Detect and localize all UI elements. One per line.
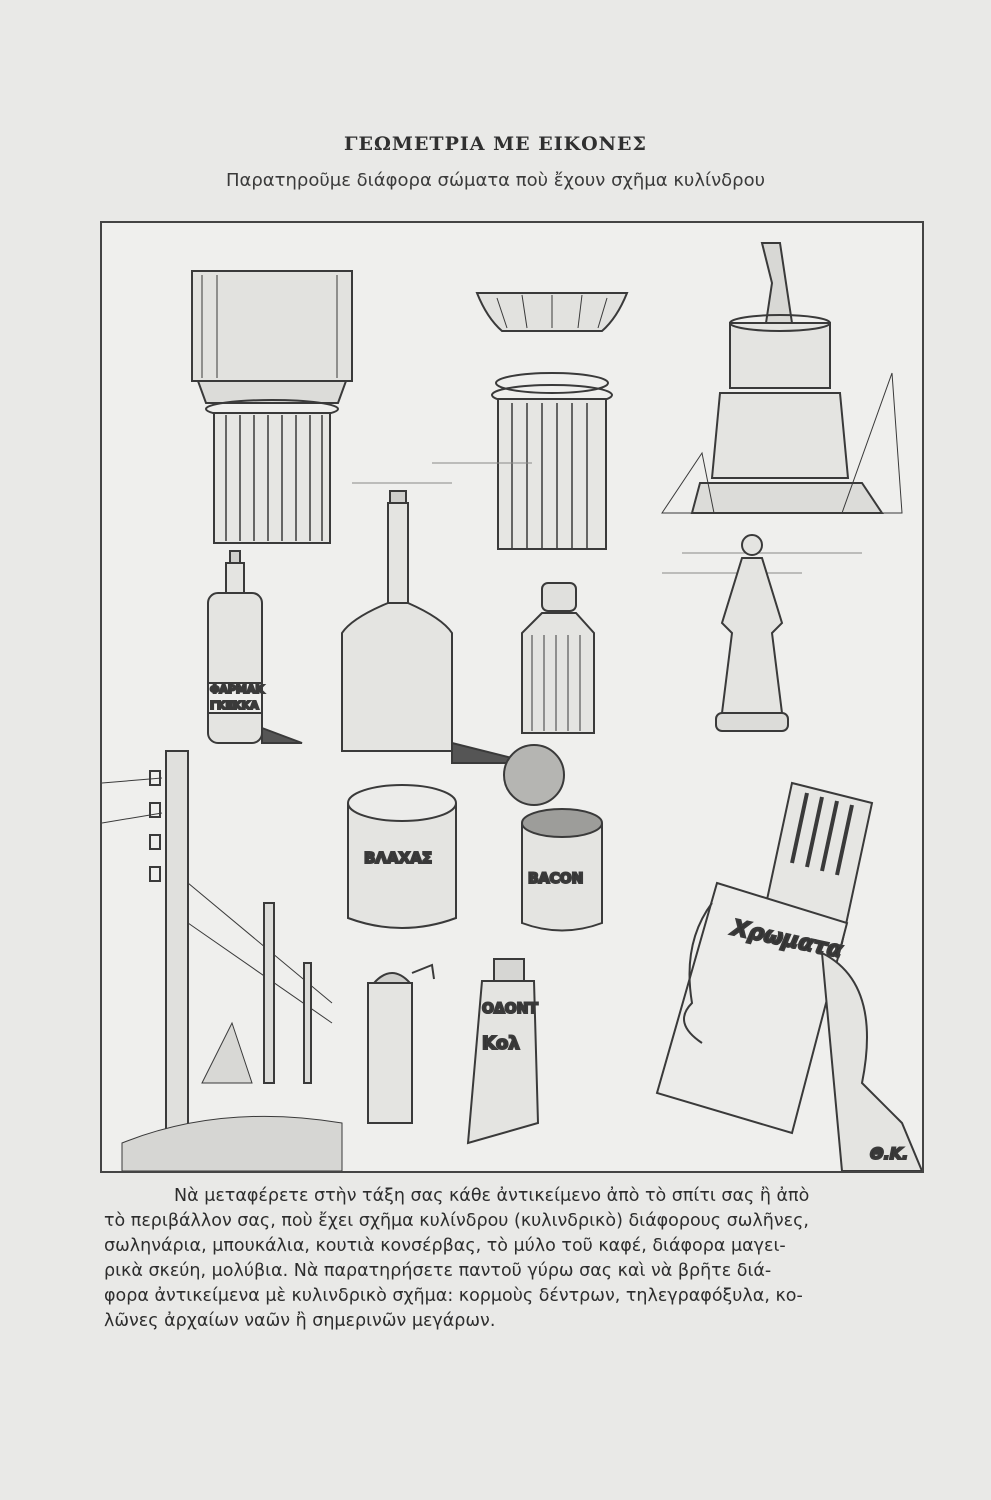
coffee-grinder-icon [368,965,434,1123]
crayon-box-label: Χρωματα [729,915,845,964]
body-line: τὸ περιβάλλον σας, ποὺ ἔχει σχῆμα κυλίνδρου (κυλινδρικὸ) διάφορους σωλῆνες, [104,1211,809,1231]
body-line: Νὰ μεταφέρετε στὴν τάξη σας κάθε ἀντικείμενο ἀπὸ τὸ σπίτι σας ἢ ἀπὸ [174,1186,810,1206]
tube-top-label: ΟΔΟΝΤ [482,1001,538,1017]
statue-pedestal-icon [662,243,902,513]
page-title: ΓΕΩΜΕΤΡΙΑ ΜΕ ΕΙΚΟΝΕΣ [344,133,647,155]
body-line: σωληνάρια, μπουκάλια, κουτιὰ κονσέρβας, τὸ μύλο τοῦ καφέ, διάφορα μαγει- [104,1236,786,1256]
column-capital-icon [477,293,627,549]
tube-bottom-label: Κολ [482,1033,520,1054]
body-line: λῶνες ἀρχαίων ναῶν ἢ σημερινῶν μεγάρων. [104,1311,496,1331]
body-text [104,1184,920,1334]
pharmacy-label: ΦΑΡΜΑΚ [210,683,264,696]
page-subtitle: Παρατηροῦμε διάφορα σώματα ποὺ ἔχουν σχῆμα κυλίνδρου [225,170,766,191]
can-icon [348,785,602,931]
artist-signature: Θ.Κ. [870,1144,909,1163]
body-line: ρικὰ σκεύη, μολύβια. Νὰ παρατηρήσετε παντοῦ γύρω σας καὶ νὰ βρῆτε διά- [104,1261,772,1281]
tube-icon [468,959,538,1143]
telegraph-pole-icon [102,751,342,1171]
column-doric-icon [192,271,352,543]
can-right-label: BACON [528,871,584,887]
body-line: φορα ἀντικείμενα μὲ κυλινδρικὸ σχῆμα: κορμοὺς δέντρων, τηλεγραφόξυλα, κο- [104,1286,803,1306]
decanter-icon [716,535,788,731]
cylinder-illustration [100,221,924,1173]
bottle-icon [208,551,302,743]
pharmacy-label-2: ΓΚΕΚΚΑ [210,699,259,712]
crayon-box-icon [657,783,922,1171]
can-left-label: ΒΛΑΧΑΣ [364,849,433,867]
jar-icon [504,583,594,805]
